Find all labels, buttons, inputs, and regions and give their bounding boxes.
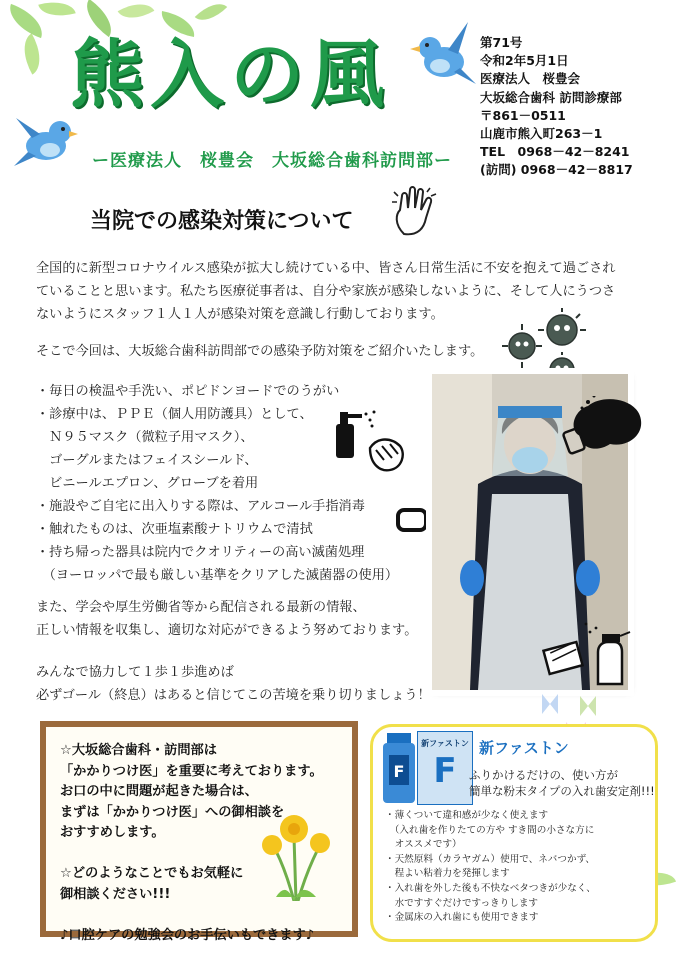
encouragement-line: 必ずゴール（終息）はあると信じてこの苦境を乗り切りましょう！ (36, 688, 431, 703)
product-package (417, 731, 473, 805)
phone-main: TEL 0968－42－8241 (480, 144, 630, 160)
svg-text:F: F (393, 762, 405, 781)
intro-line: 全国的に新型コロナウイルス感染が拡大し続けている中、皆さん日常生活に不安を抱えて過ごされ (36, 261, 616, 276)
product-feature-line: オススメです） (385, 839, 462, 851)
phone-visit: (訪問) 0968－42－8817 (480, 162, 633, 178)
product-package-label: 新ファストン (421, 739, 469, 748)
list-item: ゴーグルまたはフェイスシールド、 (36, 453, 258, 468)
bluebird-left-illustration (14, 108, 80, 178)
product-description-line: 簡単な粉末タイプの入れ歯安定剤!!! (469, 784, 655, 798)
product-package-letter: F (433, 751, 457, 791)
product-description-line: ふりかけるだけの、使い方が (469, 768, 619, 782)
intro-sub-paragraph: そこで今回は、大坂総合歯科訪問部での感染予防対策をご紹介いたします。 (36, 344, 484, 359)
product-feature-line: ・天然原料（カラヤガム）使用で、ネバつかず、 (385, 853, 596, 865)
issue-date: 令和2年5月1日 (480, 53, 569, 69)
masthead-title: 熊入の風 (70, 32, 390, 118)
section-title: 当院での感染対策について (90, 209, 354, 234)
dandelion-illustration (246, 801, 346, 901)
product-name: 新ファストン (479, 739, 569, 757)
notice-line: ☆大坂総合歯科・訪問部は (60, 743, 217, 758)
notice-line: 「かかりつけ医」を重要に考えております。 (60, 763, 323, 779)
notice-line: まずは「かかりつけ医」への御相談を (60, 804, 285, 820)
cough-illustration (558, 396, 648, 466)
issue-info (480, 34, 633, 180)
postal-code: 〒861－0511 (480, 107, 566, 123)
product-features (385, 809, 596, 926)
masthead-subtitle: ー医療法人 桜豊会 大坂総合歯科訪問部ー (92, 151, 452, 171)
product-bottle-illustration (379, 733, 419, 805)
bluebird-right-illustration (408, 18, 478, 94)
list-item: Ｎ９５マスク（微粒子用マスク）、 (36, 430, 254, 445)
product-feature-line: ・金属床の入れ歯にも使用できます (385, 912, 539, 924)
hand-sanitizer-illustration (330, 402, 410, 478)
closing-paragraph (36, 596, 456, 642)
notice-line: ♪口腔ケアの勉強会のお手伝いもできます♪ (60, 927, 315, 943)
notice-line: お口の中に問題が起きた場合は、 (60, 784, 258, 799)
intro-line: ていることと思います。私たち医療従事者は、自分や家族が感染しないように、そして人にうつさ (36, 284, 616, 299)
list-item: ・施設やご自宅に出入りする際は、アルコール手指消毒 (36, 499, 365, 514)
notice-box (40, 721, 358, 943)
notice-line: おすすめします。 (60, 825, 165, 840)
issue-number: 第71号 (480, 35, 523, 50)
list-item: ・持ち帰った器具は院内でクオリティーの高い滅菌処理 (36, 545, 365, 560)
product-feature-line: ・薄くついて違和感が少なく使えます (385, 810, 549, 821)
list-item: ビニールエプロン、グローブを着用 (36, 476, 259, 491)
list-item: （ヨーロッパで最も厳しい基準をクリアした滅菌器の使用） (36, 568, 399, 583)
closing-line: 正しい情報を収集し、適切な対応ができるよう努めております。 (36, 623, 418, 638)
dept-name: 大坂総合歯科 訪問診療部 (480, 89, 622, 105)
notice-line: 御相談ください!!! (60, 886, 171, 902)
waving-hand-icon (390, 184, 442, 240)
product-box (370, 724, 658, 942)
product-feature-line: 水ですすぐだけですっきりします (385, 897, 539, 909)
product-feature-line: 程よい粘着力を発揮します (385, 868, 510, 880)
encouragement-line: みんなで協力して１歩１歩進めば (36, 665, 234, 680)
closing-line: また、学会や厚生労働省等から配信される最新の情報、 (36, 600, 366, 615)
list-item: ・診療中は、ＰＰＥ（個人用防護具）として、 (36, 407, 313, 422)
notice-line (60, 905, 323, 926)
encouragement-paragraph (36, 661, 466, 707)
list-item: ・毎日の検温や手洗い、ポピドンヨードでのうがい (36, 384, 340, 399)
product-feature-line: （入れ歯を作りたての方や すき間の小さな方に (385, 824, 595, 836)
notice-line: ☆どのようなことでもお気軽に (60, 866, 244, 881)
address: 山鹿市熊入町263－1 (480, 126, 603, 142)
product-feature-line: ・入れ歯を外した後も不快なベタつきが少なく、 (385, 882, 596, 894)
intro-line: ないようにスタッフ１人１人が感染対策を意識し行動しております。 (36, 307, 444, 322)
disinfectant-spray-illustration (540, 616, 636, 692)
org-name: 医療法人 桜豊会 (480, 71, 581, 87)
product-description (469, 767, 655, 799)
list-item: ・触れたものは、次亜塩素酸ナトリウムで清拭 (36, 522, 313, 537)
